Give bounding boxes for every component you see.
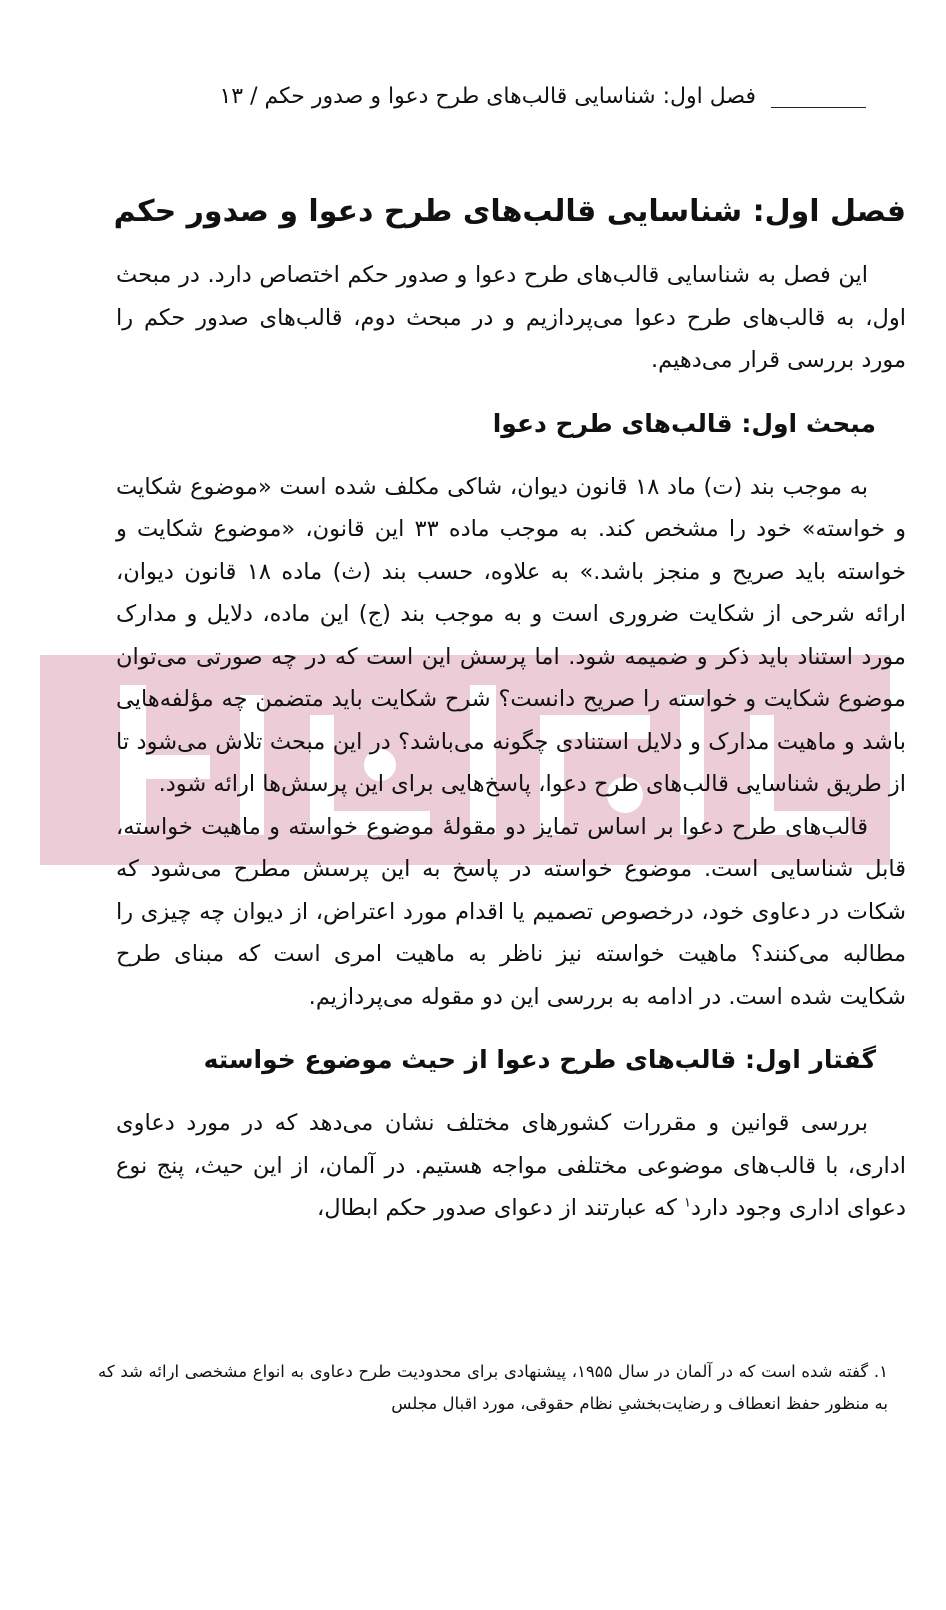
header-rule (771, 107, 866, 108)
section-paragraph-1: به موجب بند (ت) ماد ۱۸ قانون دیوان، شاکی مکلف شده است «موضوع شکایت و خواسته» خود را مشخص کند. به موجب ماده ۳۳ این قانون، «موضوع شکایت و خواسته باید صریح و منجز باشد.» به علاوه، حسب بند (ث) ماده ۱۸ قانون دیوان، ارائه شرحی از شکایت ضروری است و به موجب بند (ج) این ماده، دلایل و مدارک مورد استناد باید ذکر و ضمیمه شود. اما پرسش این است که در چه صورتی می‌توان موضوع شکایت و خواسته را صریح دانست؟ شرح شکایت باید متضمن چه مؤلفه‌هایی باشد و ماهیت مدارک و دلایل استنادی چگونه می‌باشد؟ در این مبحث تلاش می‌شود تا از طریق شناسایی قالب‌های طرح دعوا، پاسخ‌هایی برای این پرسش‌ها ارائه شود. (116, 473, 906, 797)
subsection-title: گفتار اول: قالب‌های طرح دعوا از حیث موضوع خواسته (203, 1045, 876, 1074)
footnote: ۱. گفته شده است که در آلمان در سال ۱۹۵۵، پیشنهادی برای محدودیت طرح دعاوی به انواع مشخصی ارائه شد که به منظور حفظ انعطاف و رضایت‌بخشیِ نظام حقوقی، مورد اقبال مجلس (98, 1362, 888, 1413)
running-header-title: فصل اول: شناسایی قالب‌های طرح دعوا و صدور حکم / ۱۳ (219, 84, 756, 109)
main-content (113, 188, 906, 1230)
subsection-paragraph (116, 1102, 906, 1230)
section-paragraph-2: قالب‌های طرح دعوا بر اساس تمایز دو مقولهٔ موضوع خواسته و ماهیت خواسته، قابل شناسایی است. موضوع خواسته در پاسخ به این پرسش مطرح می‌شود که شکات در دعاوی خود، درخصوص تصمیم یا اقدام مورد اعتراض، از دیوان چه چیزی را مطالبه می‌کنند؟ ماهیت خواسته نیز ناظر به ماهیت امری است که مبنای طرح شکایت شده است. در ادامه به بررسی این دو مقوله می‌پردازیم. (116, 813, 906, 1010)
chapter-title: فصل اول: شناسایی قالب‌های طرح دعوا و صدور حکم (113, 194, 906, 229)
footnote-reference[interactable]: ۱ (684, 1195, 692, 1211)
subsection-paragraph-tail: که عبارتند از دعوای صدور حکم ابطال، (316, 1195, 685, 1221)
subsection-paragraph-main: بررسی قوانین و مقررات کشورهای مختلف نشان می‌دهد که در مورد دعاوی اداری، با قالب‌های موضوعی مختلفی مواجه هستیم. در آلمان، از این حیث، پنج نوع دعوای اداری وجود دارد (116, 1110, 906, 1221)
section-title: مبحث اول: قالب‌های طرح دعوا (492, 408, 876, 438)
chapter-intro-paragraph: این فصل به شناسایی قالب‌های طرح دعوا و صدور حکم اختصاص دارد. در مبحث اول، به قالب‌های طرح دعوا می‌پردازیم و در مبحث دوم، قالب‌های صدور حکم را مورد بررسی قرار می‌دهیم. (116, 262, 906, 373)
running-header (110, 78, 756, 118)
